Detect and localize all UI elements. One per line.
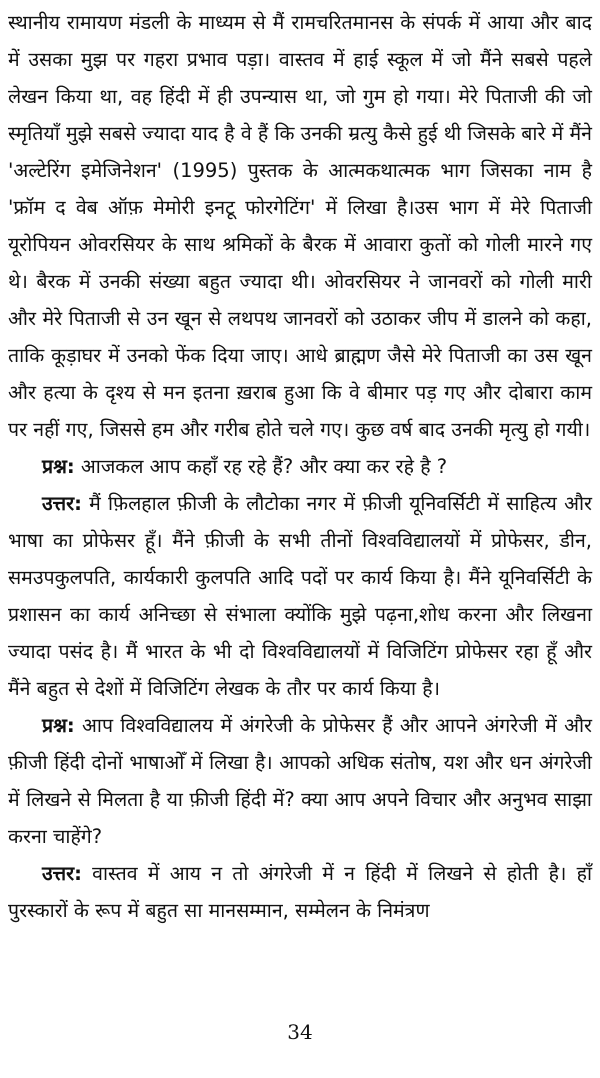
- question-paragraph: [8, 448, 592, 485]
- question-label: प्रश्न:: [42, 455, 75, 478]
- question-text: आप विश्वविद्यालय में अंगरेजी के प्रोफेसर हैं और आपने अंगरेजी में और फ़ीजी हिंदी दोनों भाषाओँ में लिखा है। आपको अधिक संतोष, यश और धन अंगरेजी में लिखने से मिलता है या फ़ीजी हिंदी में? क्या आप अपने विचार और अनुभव साझा करना चाहेंगे?: [8, 714, 592, 848]
- paragraph-continuation: [8, 4, 592, 448]
- answer-paragraph: [8, 485, 592, 707]
- question-label: प्रश्न:: [42, 714, 75, 737]
- page-text: [8, 4, 592, 1014]
- answer-label: उत्तर:: [42, 862, 82, 885]
- paragraph-text: स्थानीय रामायण मंडली के माध्यम से मैं रामचरितमानस के संपर्क में आया और बाद में उसका मुझ पर गहरा प्रभाव पड़ा। वास्तव में हाई स्कूल में जो मैंने सबसे पहले लेखन किया था, वह हिंदी में ही उपन्यास था, जो गुम हो गया। मेरे पिताजी की जो स्मृतियाँ मुझे सबसे ज्यादा याद है वे हैं कि उनकी म्रत्यु कैसे हुई थी जिसके बारे में मैंने 'अल्टेरिंग इमेजिनेशन' (1995) पुस्तक के आत्मकथात्मक भाग जिसका नाम है 'फ्रॉम द वेब ऑफ़ मेमोरी इनटू फोरगेटिंग' में लिखा है।उस भाग में मेरे पिताजी यूरोपियन ओवरसियर के साथ श्रमिकों के बैरक में आवारा कुतों को गोली मारने गए थे। बैरक में उनकी संख्या बहुत ज्यादा थी। ओवरसियर ने जानवरों को गोली मारी और मेरे पिताजी से उन खून से लथपथ जानवरों को उठाकर जीप में डालने को कहा, ताकि कूड़ाघर में उनको फेंक दिया जाए। आधे ब्राह्मण जैसे मेरे पिताजी का उस खून और हत्या के दृश्य से मन इतना ख़राब हुआ कि वे बीमार पड़ गए और दोबारा काम पर नहीं गए, जिससे हम और गरीब होते चले गए। कुछ वर्ष बाद उनकी मृत्यु हो गयी।: [8, 11, 593, 441]
- page-number: 34: [287, 1020, 313, 1044]
- answer-text: वास्तव में आय न तो अंगरेजी में न हिंदी में लिखने से होती है। हाँ पुरस्कारों के रूप में बहुत सा मानसम्मान, सम्मेलन के निमंत्रण: [8, 862, 592, 922]
- question-paragraph: [8, 707, 592, 855]
- answer-paragraph: [8, 855, 592, 929]
- answer-text: मैं फ़िलहाल फ़ीजी के लौटोका नगर में फ़ीजी यूनिवर्सिटी में साहित्य और भाषा का प्रोफेसर हूँ। मैंने फ़ीजी के सभी तीनों विश्वविद्यालयों में प्रोफेसर, डीन, समउपकुलपति, कार्यकारी कुलपति आदि पदों पर कार्य किया है। मैंने यूनिवर्सिटी के प्रशासन का कार्य अनिच्छा से संभाला क्योंकि मुझे पढ़ना,शोध करना और लिखना ज्यादा पसंद है। मैं भारत के भी दो विश्वविद्यालयों में विजिटिंग प्रोफेसर रहा हूँ और मैंने बहुत से देशों में विजिटिंग लेखक के तौर पर कार्य किया है।: [8, 492, 592, 700]
- answer-label: उत्तर:: [42, 492, 82, 515]
- question-text: आजकल आप कहाँ रह रहे हैं? और क्या कर रहे है ?: [74, 455, 448, 478]
